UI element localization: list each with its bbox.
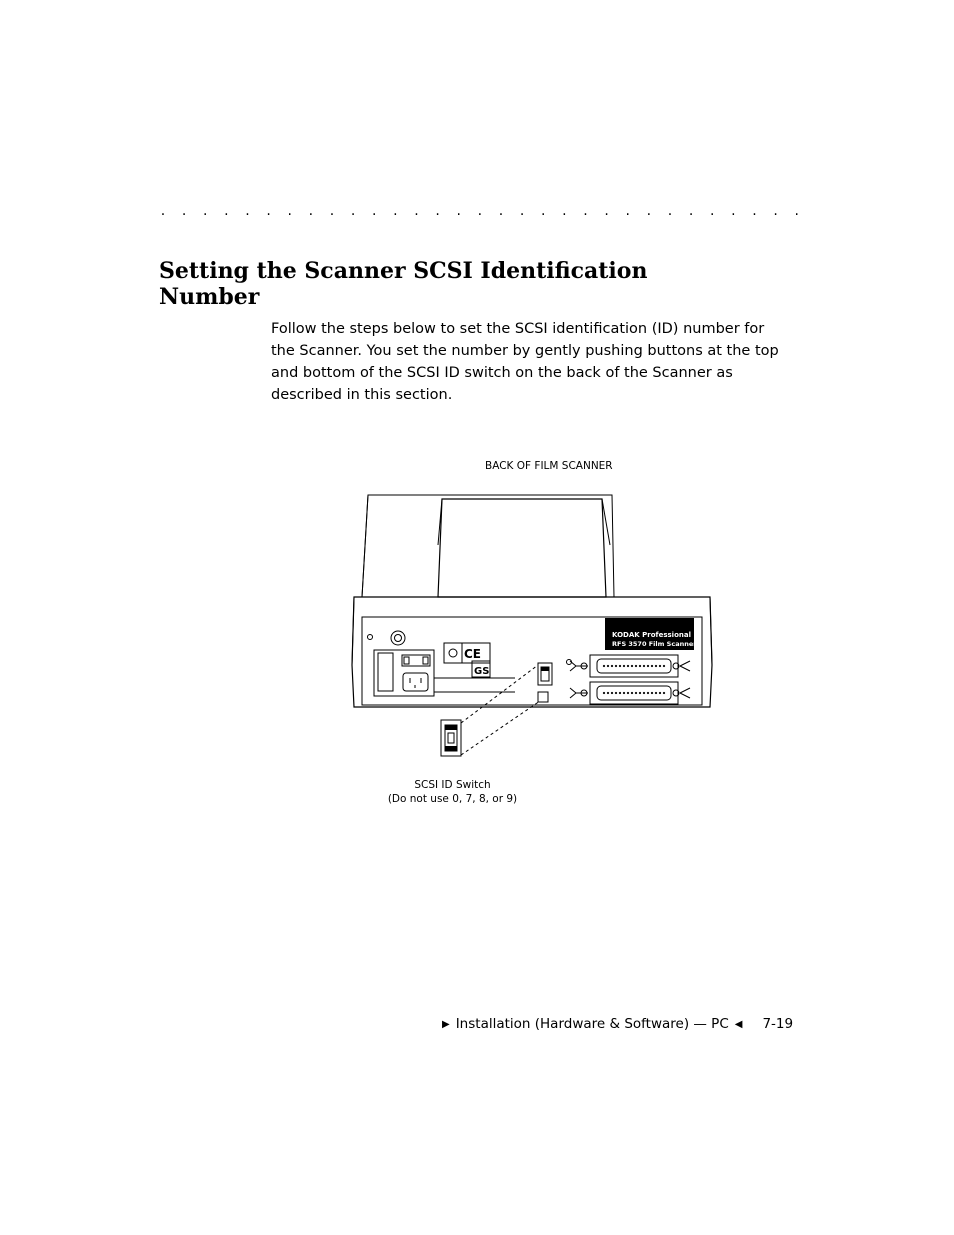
section-title: Setting the Scanner SCSI Identification Number [159, 258, 648, 310]
page-footer [442, 1016, 793, 1032]
page-number: 7-19 [762, 1016, 794, 1032]
switch-caption-line2: (Do not use 0, 7, 8, or 9) [387, 793, 518, 805]
product-label-line1: KODAK Professional [612, 631, 691, 639]
product-label-line2: RFS 3570 Film Scanner [612, 640, 697, 648]
switch-caption [380, 778, 525, 806]
triangle-right-icon: ▶ [442, 1018, 450, 1030]
footer-chapter: Installation (Hardware & Software) — PC [455, 1016, 729, 1032]
triangle-left-icon: ◀ [734, 1018, 743, 1030]
switch-caption-line1: SCSI ID Switch [414, 779, 491, 791]
dotted-rule: . . . . . . . . . . . . . . . . . . . . . . . . . . . . . . . [160, 203, 799, 219]
figure-caption-top: BACK OF FILM SCANNER [485, 460, 613, 472]
scanner-back-illustration [340, 485, 730, 775]
svg-text:CE: CE [464, 647, 482, 661]
svg-text:GS: GS [474, 666, 490, 677]
intro-paragraph: Follow the steps below to set the SCSI identification (ID) number for the Scanner. You set the number by gently pushing buttons at the top and bottom of the SCSI ID switch on the back of the Scanner as described in this section. [271, 321, 779, 403]
